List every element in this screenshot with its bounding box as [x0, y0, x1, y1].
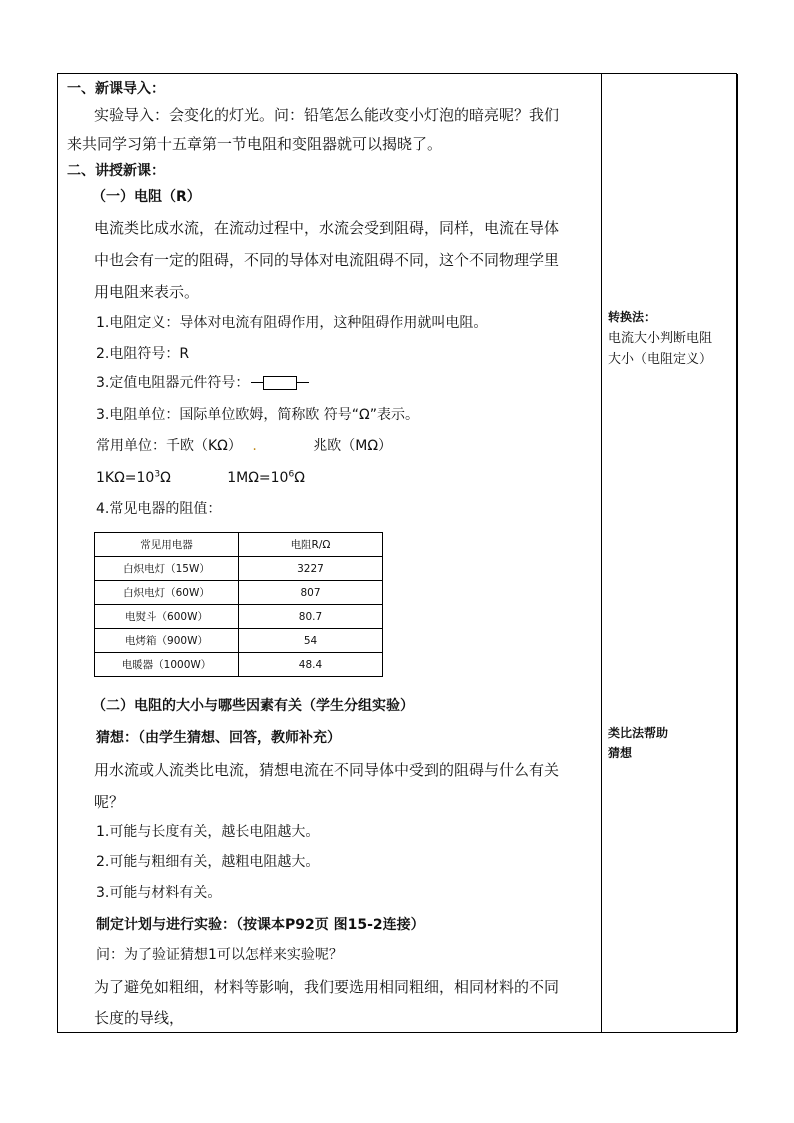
table-header-row [95, 533, 383, 557]
para1-line-3: 用电阻来表示。 [94, 283, 200, 301]
plan-heading: 制定计划与进行实验：（按课本P92页 图15-2连接） [96, 917, 425, 933]
table-cell: 电熨斗（600W） [95, 605, 239, 629]
table-cell: 80.7 [239, 605, 383, 629]
sub2-heading: （二）电阻的大小与哪些因素有关（学生分组实验） [92, 698, 414, 714]
intro-line-1: 实验导入：会变化的灯光。问：铅笔怎么能改变小灯泡的暗亮呢？我们 [94, 106, 560, 124]
table-row [95, 581, 383, 605]
appliance-heading: 4.常见电器的阻值： [96, 501, 222, 517]
guess-note: （由学生猜想、回答，教师补充） [138, 730, 341, 746]
appliance-resistance-table [94, 532, 383, 677]
table-cell: 3227 [239, 557, 383, 581]
common-units-kilo: 常用单位：千欧（KΩ） [96, 438, 242, 454]
intro-heading: 一、新课导入： [67, 81, 165, 97]
note-method-line-2: 大小（电阻定义） [608, 352, 713, 367]
conversion-mega: $1M\Omega=10^6\Omega$ [227, 469, 305, 486]
plan-answer-line-2: 长度的导线， [94, 1009, 185, 1027]
sub1-heading: （一）电阻（R） [92, 189, 201, 205]
table-cell: 54 [239, 629, 383, 653]
main-content-column [58, 74, 601, 1032]
unit-conversion-line [96, 469, 305, 487]
table-cell: 电暖器（1000W） [95, 653, 239, 677]
table-row [95, 557, 383, 581]
table-cell: 807 [239, 581, 383, 605]
plan-question: 问：为了验证猜想1可以怎样来实验呢？ [96, 947, 343, 963]
table-row [95, 605, 383, 629]
guess-item-2: 2.可能与粗细有关，越粗电阻越大。 [96, 854, 320, 870]
resistance-definition: 1.电阻定义：导体对电流有阻碍作用，这种阻碍作用就叫电阻。 [96, 315, 488, 331]
note-method-line-1: 电流大小判断电阻 [608, 331, 713, 346]
table-cell: 白炽电灯（15W） [95, 557, 239, 581]
component-symbol-line [96, 374, 309, 392]
table-header-cell: 常见用电器 [95, 533, 239, 557]
guess-question-line-2: 呢？ [94, 793, 125, 811]
component-symbol-label: 3.定值电阻器元件符号： [96, 375, 250, 391]
table-row [95, 653, 383, 677]
notes-column [602, 74, 736, 1032]
guess-label: 猜想： [96, 730, 138, 746]
guess-item-3: 3.可能与材料有关。 [96, 885, 222, 901]
resistance-unit: 3.电阻单位：国际单位欧姆，简称欧 符号“Ω”表示。 [96, 407, 420, 423]
resistor-symbol-icon [251, 376, 309, 390]
table-cell: 48.4 [239, 653, 383, 677]
para1-line-2: 中也会有一定的阻碍，不同的导体对电流阻碍不同，这个不同物理学里 [94, 251, 560, 269]
common-units-line [96, 437, 392, 455]
resistance-symbol: 2.电阻符号：R [96, 346, 190, 362]
table-row [95, 629, 383, 653]
note-analogy-line-2: 猜想 [608, 746, 633, 760]
common-units-dot: . [252, 438, 257, 454]
table-cell: 电烤箱（900W） [95, 629, 239, 653]
note-analogy-line-1: 类比法帮助 [608, 726, 669, 740]
table-cell: 白炽电灯（60W） [95, 581, 239, 605]
intro-line-2: 来共同学习第十五章第一节电阻和变阻器就可以揭晓了。 [67, 135, 443, 153]
lesson-table [57, 73, 737, 1033]
guess-item-1: 1.可能与长度有关，越长电阻越大。 [96, 824, 320, 840]
common-units-mega: 兆欧（MΩ） [313, 438, 393, 454]
teach-heading: 二、讲授新课： [67, 163, 165, 179]
table-header-cell: 电阻R/Ω [239, 533, 383, 557]
column-divider-right [737, 74, 738, 1032]
plan-answer-line-1: 为了避免如粗细，材料等影响，我们要选用相同粗细，相同材料的不同 [94, 978, 560, 996]
guess-question-line-1: 用水流或人流类比电流，猜想电流在不同导体中受到的阻碍与什么有关 [94, 761, 560, 779]
para1-line-1: 电流类比成水流，在流动过程中，水流会受到阻碍，同样，电流在导体 [94, 219, 560, 237]
conversion-kilo: $1K\Omega=10^3\Omega$ [96, 469, 171, 486]
guess-line [96, 729, 341, 747]
note-method-title: 转换法： [608, 310, 657, 324]
